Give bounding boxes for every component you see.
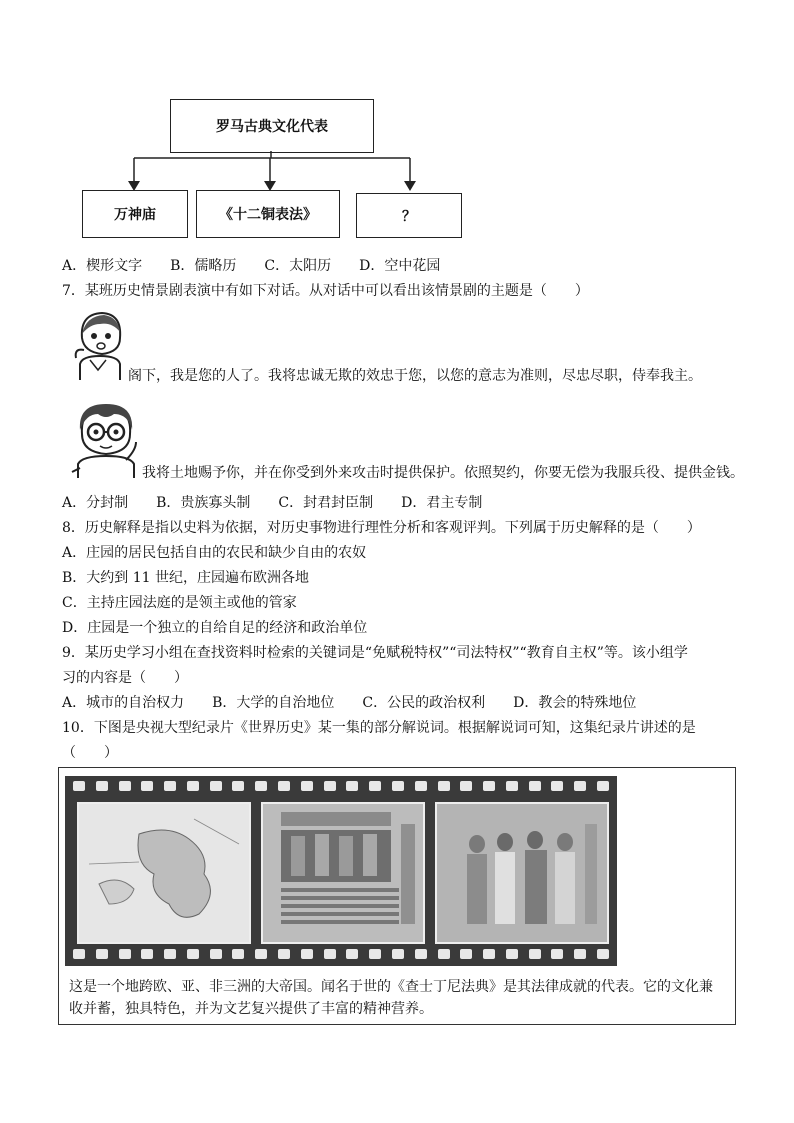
q7-stem: 7．某班历史情景剧表演中有如下对话。从对话中可以看出该情景剧的主题是（ ） (62, 283, 589, 299)
q8-option-a: A．庄园的居民包括自由的农民和缺少自由的农奴 (62, 545, 367, 561)
q10-stem-line1: 10．下图是央视大型纪录片《世界历史》某一集的部分解说词。根据解说词可知，这集纪录片讲述的是 (62, 720, 696, 736)
diagram-box-pantheon (82, 190, 188, 238)
q9-options: A．城市的自治权力 B．大学的自治地位 C．公民的政治权利 D．教会的特殊地位 (62, 695, 637, 711)
q10-figure-frame (58, 767, 736, 1025)
diagram-box-twelve-tables (196, 190, 340, 238)
diagram-top-label: 罗马古典文化代表 (216, 119, 328, 135)
map-panel-image (77, 802, 251, 944)
q9-stem-line2: 习的内容是（ ） (62, 670, 188, 686)
film-holes-bottom (73, 946, 609, 962)
q6-options: A．楔形文字 B．儒略历 C．太阳历 D．空中花园 (62, 258, 441, 274)
mosaic-panel-image (435, 802, 609, 944)
q7-speech-vassal: 阁下，我是您的人了。我将忠诚无欺的效忠于您，以您的意志为准则，尽忠尽职，侍奉我主。 (128, 368, 702, 384)
diagram-box-unknown (356, 193, 462, 238)
q7-options: A．分封制 B．贵族寡头制 C．封君封臣制 D．君主专制 (62, 495, 483, 511)
q7-speech-lord: 我将土地赐予你，并在你受到外来攻击时提供保护。依照契约，你要无偿为我服兵役、提供金钱。 (142, 465, 744, 481)
q8-stem: 8．历史解释是指以史料为依据，对历史事物进行理性分析和客观评判。下列属于历史解释的是（ ） (62, 520, 701, 536)
q9-stem-line1: 9．某历史学习小组在查找资料时检索的关键词是“免赋税特权”“司法特权”“教育自主权”等。该小组学 (62, 645, 688, 661)
diagram-box-pantheon-label: 万神庙 (114, 207, 156, 223)
film-holes-top (73, 778, 609, 794)
q8-option-d: D．庄园是一个独立的自给自足的经济和政治单位 (62, 620, 368, 636)
lord-avatar-icon (70, 402, 142, 478)
q10-stem-line2: （ ） (62, 745, 118, 761)
vassal-avatar-icon (72, 308, 128, 380)
film-strip-image (65, 776, 617, 966)
q10-narration-caption: 这是一个地跨欧、亚、非三洲的大帝国。闻名于世的《查士丁尼法典》是其法律成就的代表。它的文化兼收并蓄，独具特色，并为文艺复兴提供了丰富的精神营养。 (69, 979, 713, 1017)
q8-option-b: B．大约到 11 世纪，庄园遍布欧洲各地 (62, 570, 310, 586)
q8-option-c: C．主持庄园法庭的是领主或他的管家 (62, 595, 297, 611)
diagram-box-unknown-label: ？ (402, 208, 416, 225)
manuscript-panel-image (261, 802, 425, 944)
diagram-box-twelve-tables-label: 《十二铜表法》 (219, 207, 317, 223)
